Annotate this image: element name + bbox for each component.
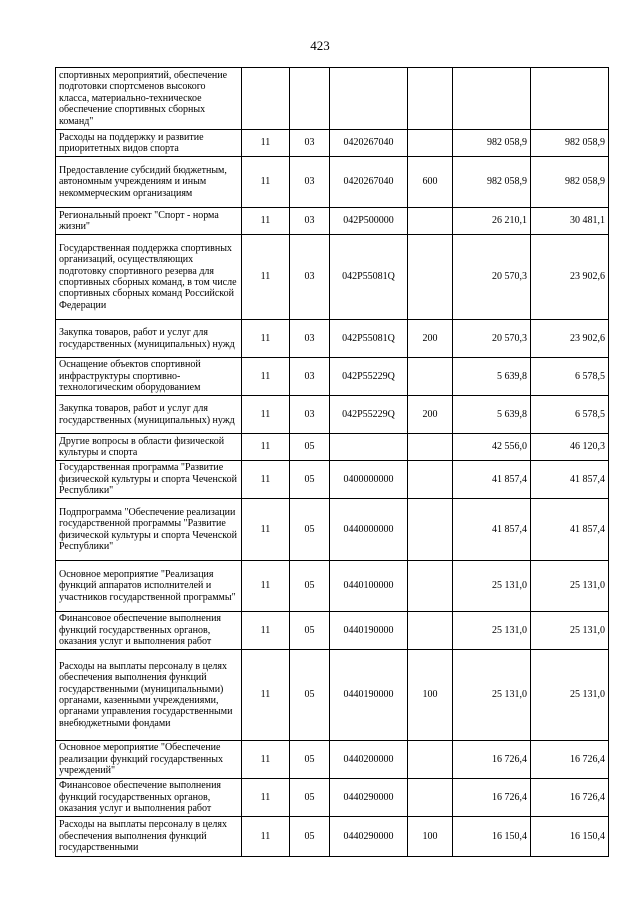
item-name-cell: Финансовое обеспечение выполнения функций государственных органов, оказания услуг и выполнения работ [56, 612, 242, 650]
amount-year1-cell: 26 210,1 [453, 208, 531, 235]
amount-year2-cell: 16 726,4 [531, 741, 609, 779]
amount-year1-cell: 16 726,4 [453, 779, 531, 817]
item-name-cell: Основное мероприятие "Обеспечение реализации функций государственных учреждений" [56, 741, 242, 779]
amount-year1-cell: 982 058,9 [453, 130, 531, 157]
table-row [56, 320, 609, 358]
amount-year2-cell: 16 726,4 [531, 779, 609, 817]
amount-year2-cell: 982 058,9 [531, 130, 609, 157]
amount-year1-cell: 42 556,0 [453, 434, 531, 461]
amount-year2-cell: 982 058,9 [531, 157, 609, 208]
amount-year2-cell: 6 578,5 [531, 358, 609, 396]
table-row [56, 130, 609, 157]
expense-type-cell [408, 612, 453, 650]
amount-year1-cell: 41 857,4 [453, 499, 531, 561]
expense-type-cell [408, 434, 453, 461]
item-name-cell: Основное мероприятие "Реализация функций аппаратов исполнителей и участников государственной программы" [56, 561, 242, 612]
expense-type-cell: 100 [408, 817, 453, 857]
table-row [56, 434, 609, 461]
subsection-code-cell: 03 [290, 358, 330, 396]
amount-year1-cell: 20 570,3 [453, 235, 531, 320]
amount-year1-cell: 25 131,0 [453, 612, 531, 650]
subsection-code-cell: 05 [290, 499, 330, 561]
table-row [56, 741, 609, 779]
amount-year2-cell: 25 131,0 [531, 650, 609, 741]
target-article-cell: 0440190000 [330, 650, 408, 741]
table-row [56, 779, 609, 817]
subsection-code-cell: 05 [290, 650, 330, 741]
section-code-cell: 11 [242, 208, 290, 235]
item-name-cell: Оснащение объектов спортивной инфраструктуры спортивно-технологическим оборудованием [56, 358, 242, 396]
expense-type-cell: 200 [408, 320, 453, 358]
target-article-cell: 0440190000 [330, 612, 408, 650]
item-name-cell: Региональный проект "Спорт - норма жизни" [56, 208, 242, 235]
item-name-cell: Закупка товаров, работ и услуг для государственных (муниципальных) нужд [56, 320, 242, 358]
item-name-cell: Государственная программа "Развитие физической культуры и спорта Чеченской Республики" [56, 461, 242, 499]
table-row [56, 157, 609, 208]
target-article-cell: 0440290000 [330, 779, 408, 817]
target-article-cell: 042P55081Q [330, 320, 408, 358]
section-code-cell: 11 [242, 320, 290, 358]
subsection-code-cell: 03 [290, 157, 330, 208]
table-row [56, 650, 609, 741]
table-body [56, 68, 609, 857]
expense-type-cell [408, 741, 453, 779]
subsection-code-cell: 05 [290, 741, 330, 779]
section-code-cell: 11 [242, 499, 290, 561]
amount-year2-cell: 46 120,3 [531, 434, 609, 461]
amount-year2-cell [531, 68, 609, 130]
subsection-code-cell: 05 [290, 561, 330, 612]
section-code-cell: 11 [242, 817, 290, 857]
target-article-cell [330, 68, 408, 130]
target-article-cell: 0420267040 [330, 157, 408, 208]
subsection-code-cell: 05 [290, 817, 330, 857]
item-name-cell: Предоставление субсидий бюджетным, автономным учреждениям и иным некоммерческим организациям [56, 157, 242, 208]
section-code-cell: 11 [242, 650, 290, 741]
item-name-cell: Государственная поддержка спортивных организаций, осуществляющих подготовку спортивного резерва для спортивных сборных команд, в том числе спортивных сборных команд Российской Федерации [56, 235, 242, 320]
subsection-code-cell: 05 [290, 779, 330, 817]
expense-type-cell [408, 208, 453, 235]
page-number: 423 [310, 38, 330, 53]
expense-type-cell [408, 130, 453, 157]
item-name-cell: Расходы на выплаты персоналу в целях обеспечения выполнения функций государственными [56, 817, 242, 857]
section-code-cell: 11 [242, 130, 290, 157]
expense-type-cell [408, 779, 453, 817]
section-code-cell: 11 [242, 612, 290, 650]
subsection-code-cell: 03 [290, 208, 330, 235]
section-code-cell: 11 [242, 461, 290, 499]
subsection-code-cell: 05 [290, 434, 330, 461]
table-row [56, 208, 609, 235]
amount-year2-cell: 41 857,4 [531, 461, 609, 499]
amount-year1-cell: 25 131,0 [453, 561, 531, 612]
expense-type-cell [408, 68, 453, 130]
amount-year2-cell: 6 578,5 [531, 396, 609, 434]
amount-year1-cell: 20 570,3 [453, 320, 531, 358]
table-row [56, 817, 609, 857]
subsection-code-cell: 03 [290, 320, 330, 358]
amount-year1-cell: 5 639,8 [453, 358, 531, 396]
section-code-cell: 11 [242, 235, 290, 320]
amount-year1-cell: 16 150,4 [453, 817, 531, 857]
table-row [56, 235, 609, 320]
expense-type-cell [408, 358, 453, 396]
section-code-cell: 11 [242, 157, 290, 208]
table-row [56, 68, 609, 130]
amount-year2-cell: 23 902,6 [531, 320, 609, 358]
amount-year2-cell: 23 902,6 [531, 235, 609, 320]
expense-type-cell [408, 235, 453, 320]
table-row [56, 499, 609, 561]
amount-year1-cell [453, 68, 531, 130]
target-article-cell [330, 434, 408, 461]
item-name-cell: Финансовое обеспечение выполнения функций государственных органов, оказания услуг и выполнения работ [56, 779, 242, 817]
amount-year1-cell: 25 131,0 [453, 650, 531, 741]
item-name-cell: Расходы на поддержку и развитие приоритетных видов спорта [56, 130, 242, 157]
subsection-code-cell: 03 [290, 235, 330, 320]
target-article-cell: 042P55081Q [330, 235, 408, 320]
target-article-cell: 0440100000 [330, 561, 408, 612]
target-article-cell: 0440000000 [330, 499, 408, 561]
subsection-code-cell: 05 [290, 461, 330, 499]
table-row [56, 461, 609, 499]
item-name-cell: Закупка товаров, работ и услуг для государственных (муниципальных) нужд [56, 396, 242, 434]
amount-year2-cell: 16 150,4 [531, 817, 609, 857]
table-row [56, 396, 609, 434]
amount-year1-cell: 41 857,4 [453, 461, 531, 499]
expense-type-cell: 200 [408, 396, 453, 434]
expense-type-cell: 100 [408, 650, 453, 741]
section-code-cell: 11 [242, 396, 290, 434]
expense-type-cell: 600 [408, 157, 453, 208]
target-article-cell: 0400000000 [330, 461, 408, 499]
target-article-cell: 042P55229Q [330, 358, 408, 396]
amount-year2-cell: 41 857,4 [531, 499, 609, 561]
budget-table [55, 67, 609, 857]
target-article-cell: 0440290000 [330, 817, 408, 857]
amount-year1-cell: 982 058,9 [453, 157, 531, 208]
table-row [56, 612, 609, 650]
amount-year2-cell: 25 131,0 [531, 561, 609, 612]
section-code-cell [242, 68, 290, 130]
target-article-cell: 042P500000 [330, 208, 408, 235]
section-code-cell: 11 [242, 358, 290, 396]
amount-year1-cell: 16 726,4 [453, 741, 531, 779]
subsection-code-cell: 05 [290, 612, 330, 650]
target-article-cell: 0440200000 [330, 741, 408, 779]
subsection-code-cell [290, 68, 330, 130]
item-name-cell: Расходы на выплаты персоналу в целях обеспечения выполнения функций государственными (муниципальными) органами, казенными учреждениями, органами управления государственными внебюджетными фондами [56, 650, 242, 741]
section-code-cell: 11 [242, 779, 290, 817]
item-name-cell: спортивных мероприятий, обеспечение подготовки спортсменов высокого класса, материально-техническое обеспечение спортивных сборных команд" [56, 68, 242, 130]
table-row [56, 561, 609, 612]
expense-type-cell [408, 461, 453, 499]
target-article-cell: 042P55229Q [330, 396, 408, 434]
target-article-cell: 0420267040 [330, 130, 408, 157]
subsection-code-cell: 03 [290, 396, 330, 434]
expense-type-cell [408, 499, 453, 561]
amount-year2-cell: 25 131,0 [531, 612, 609, 650]
section-code-cell: 11 [242, 741, 290, 779]
item-name-cell: Другие вопросы в области физической культуры и спорта [56, 434, 242, 461]
table-row [56, 358, 609, 396]
expense-type-cell [408, 561, 453, 612]
amount-year1-cell: 5 639,8 [453, 396, 531, 434]
item-name-cell: Подпрограмма "Обеспечение реализации государственной программы "Развитие физической культуры и спорта Чеченской Республики" [56, 499, 242, 561]
amount-year2-cell: 30 481,1 [531, 208, 609, 235]
subsection-code-cell: 03 [290, 130, 330, 157]
section-code-cell: 11 [242, 434, 290, 461]
section-code-cell: 11 [242, 561, 290, 612]
